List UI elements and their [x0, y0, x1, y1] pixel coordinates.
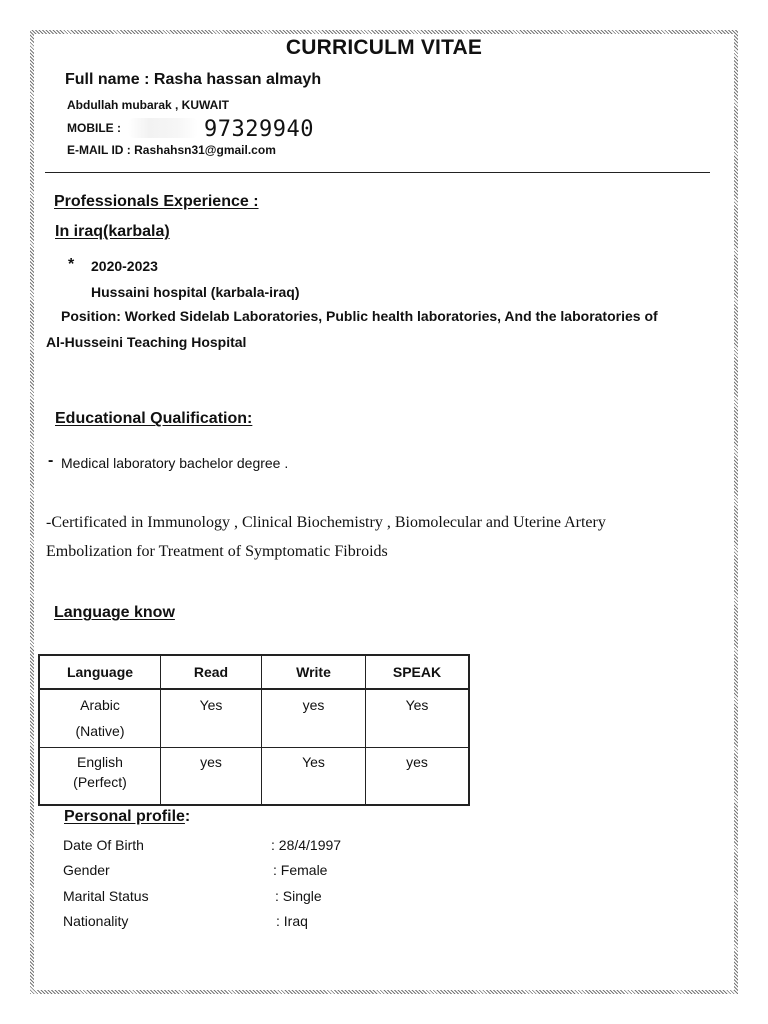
language-cell [39, 689, 161, 748]
redaction-mark [128, 118, 198, 138]
address: Abdullah mubarak , KUWAIT [67, 98, 230, 112]
mobile-label: MOBILE : [67, 121, 121, 135]
education-cert-line2: Embolization for Treatment of Symptomatic Fibroids [46, 543, 388, 560]
profile-value-dob: : 28/4/1997 [271, 837, 342, 853]
experience-employer: Hussaini hospital (karbala-iraq) [91, 284, 300, 300]
mobile-number: 97329940 [204, 117, 314, 142]
language-name: Arabic [80, 697, 120, 713]
write-cell: yes [262, 689, 366, 748]
profile-label-gender: Gender [63, 862, 110, 878]
speak-cell: yes [366, 748, 470, 806]
header-divider [45, 172, 710, 173]
bullet-icon: * [68, 256, 75, 273]
page-title: CURRICULM VITAE [285, 36, 483, 59]
speak-cell: Yes [366, 689, 470, 748]
column-header-read: Read [161, 655, 262, 689]
table-row [39, 748, 469, 806]
read-cell: yes [161, 748, 262, 806]
profile-label-dob: Date Of Birth [63, 837, 144, 853]
profile-label-marital: Marital Status [63, 888, 149, 904]
language-heading: Language know [54, 604, 175, 621]
experience-position-line1: Position: Worked Sidelab Laboratories, Public health laboratories, And the laboratories of [61, 308, 658, 324]
experience-position-line2: Al-Husseini Teaching Hospital [46, 334, 247, 350]
experience-years: 2020-2023 [91, 258, 158, 274]
table-header-row [39, 655, 469, 689]
write-cell: Yes [262, 748, 366, 806]
profile-value-marital: : Single [275, 888, 322, 904]
read-cell: Yes [161, 689, 262, 748]
column-header-speak: SPEAK [366, 655, 470, 689]
language-table [38, 654, 470, 806]
column-header-write: Write [262, 655, 366, 689]
language-level: (Native) [75, 723, 125, 739]
profile-label-nationality: Nationality [63, 913, 129, 929]
column-header-language: Language [39, 655, 161, 689]
profile-value-nationality: : Iraq [276, 913, 308, 929]
profile-heading-wrap [64, 808, 190, 826]
language-level: (Perfect) [73, 774, 127, 790]
language-cell [39, 748, 161, 806]
education-degree: Medical laboratory bachelor degree . [61, 455, 289, 471]
language-name: English [77, 754, 123, 770]
education-heading: Educational Qualification: [55, 410, 253, 427]
education-dash: - [48, 452, 54, 469]
profile-value-gender: : Female [273, 862, 328, 878]
full-name: Full name : Rasha hassan almayh [65, 71, 322, 88]
location-heading: In iraq(karbala) [55, 223, 170, 240]
experience-heading: Professionals Experience : [54, 193, 259, 210]
table-row [39, 689, 469, 748]
profile-heading-colon: : [184, 808, 191, 825]
profile-heading: Personal profile [64, 808, 185, 825]
email: E-MAIL ID : Rashahsn31@gmail.com [67, 143, 276, 157]
education-cert-line1: -Certificated in Immunology , Clinical Biochemistry , Biomolecular and Uterine Artery [46, 514, 606, 531]
